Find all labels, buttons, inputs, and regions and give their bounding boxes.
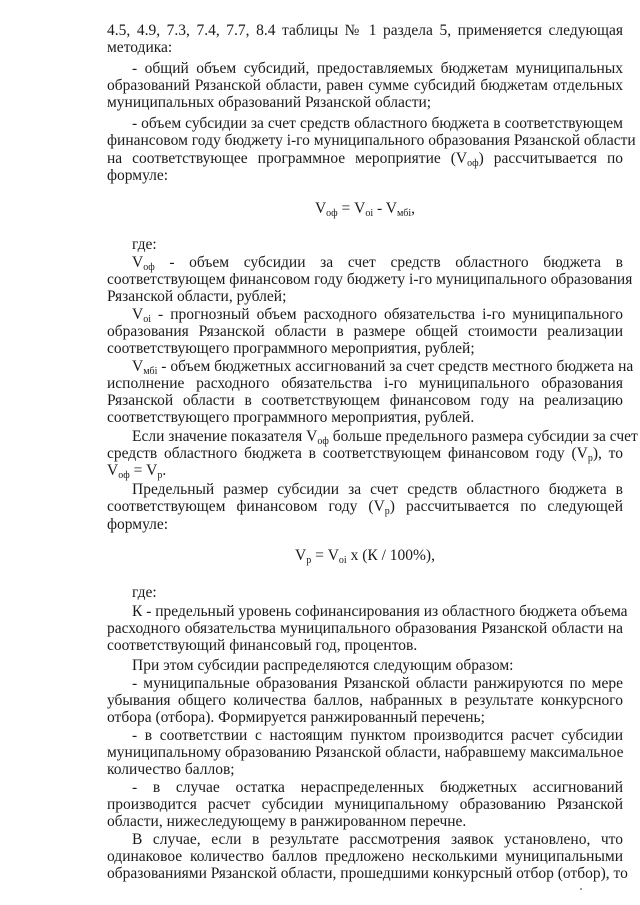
text-line: образованиями Рязанской области, прошедшими конкурсный отбор (отбор), то [107, 865, 628, 882]
text-line: 4.5, 4.9, 7.3, 7.4, 7.7, 8.4 таблицы № 1 раздела 5, применяется следующая [107, 22, 623, 39]
text-line: Предельный размер субсидии за счет средств областного бюджета в [132, 481, 623, 498]
text-line: методика: [107, 39, 173, 56]
text-line: формуле: [107, 516, 169, 533]
text-line: расходного обязательства муниципального образования Рязанской области на [107, 620, 623, 637]
text-line: соответствующего программного мероприятия, рублей. [107, 409, 475, 426]
text-line: - муниципальные образования Рязанской области ранжируются по мере [132, 675, 623, 692]
text-line: Если значение показателя $V_{оф}$ больше предельного размера субсидии за счет [132, 428, 638, 447]
text-line: производится расчет субсидии муниципальному образованию Рязанской [107, 796, 623, 813]
text-line: финансовом году бюджету i-го муниципального образования Рязанской области [107, 132, 636, 149]
text-line: $V_{оф} = V_р$. [107, 462, 167, 481]
text-line: К - предельный уровень софинансирования из областного бюджета объема [132, 603, 628, 620]
formula-line: $V_{оф} = V_{oi} - V_{мбi}$, [314, 200, 416, 219]
text-line: одинаковое количество баллов предложено несколькими муниципальными [107, 848, 623, 865]
text-line: средств областного бюджета в соответствующем финансовом году $(V_р)$, то [107, 445, 623, 464]
text-line: соответствующий финансовый год, процентов. [107, 637, 418, 654]
text-line: - в случае остатка нераспределенных бюджетных ассигнований [132, 779, 623, 796]
text-line: количество баллов; [107, 761, 235, 778]
text-line: образования Рязанской области в размере общей стоимости реализации [107, 323, 623, 340]
scan-speck [580, 888, 582, 890]
text-line: исполнение расходного обязательства i-го муниципального образования [107, 375, 623, 392]
text-line: на соответствующее программное мероприятие $(V_{оф})$ рассчитывается по [107, 150, 623, 169]
text-line: соответствующем финансовом году $(V_р)$ рассчитывается по следующей [107, 498, 623, 517]
text-line: формуле: [107, 167, 169, 184]
text-line: - общий объем субсидий, предоставляемых бюджетам муниципальных [132, 60, 623, 77]
text-line: образований Рязанской области, равен сумме субсидий бюджетам отдельных [107, 77, 623, 94]
text-line: отбора (отбора). Формируется ранжированный перечень; [107, 709, 485, 726]
text-line: При этом субсидии распределяются следующим образом: [132, 657, 514, 674]
text-line: области, нижеследующему в ранжированном перечне. [107, 813, 467, 830]
text-line: где: [132, 236, 157, 253]
text-line: - объем субсидии за счет средств областного бюджета в соответствующем [132, 115, 623, 132]
text-line: $V_{мбi}$ - объем бюджетных ассигнований за счет средств местного бюджета на [132, 358, 634, 377]
text-line: где: [132, 584, 157, 601]
text-line: $V_{оф}$ - объем субсидии за счет средств областного бюджета в [132, 254, 623, 273]
text-line: соответствующем финансовом году бюджету i-го муниципального образования [107, 271, 633, 288]
text-line: В случае, если в результате рассмотрения заявок установлено, что [132, 831, 623, 848]
text-line: муниципальному образованию Рязанской области, набравшему максимальное [107, 744, 624, 761]
text-line: Рязанской области в соответствующем финансовом году на реализацию [107, 392, 623, 409]
text-line: - в соответствии с настоящим пунктом производится расчет субсидии [132, 727, 623, 744]
formula-line: $V_р = V_{oi}$ x (К / 100%), [295, 547, 435, 566]
text-line: соответствующего программного мероприятия, рублей; [107, 340, 475, 357]
text-line: Рязанской области, рублей; [107, 288, 287, 305]
text-line: убывания общего количества баллов, набранных в результате конкурсного [107, 692, 623, 709]
text-line: муниципальных образований Рязанской области; [107, 94, 432, 111]
text-line: $V_{oi}$ - прогнозный объем расходного обязательства i-го муниципального [132, 306, 623, 325]
